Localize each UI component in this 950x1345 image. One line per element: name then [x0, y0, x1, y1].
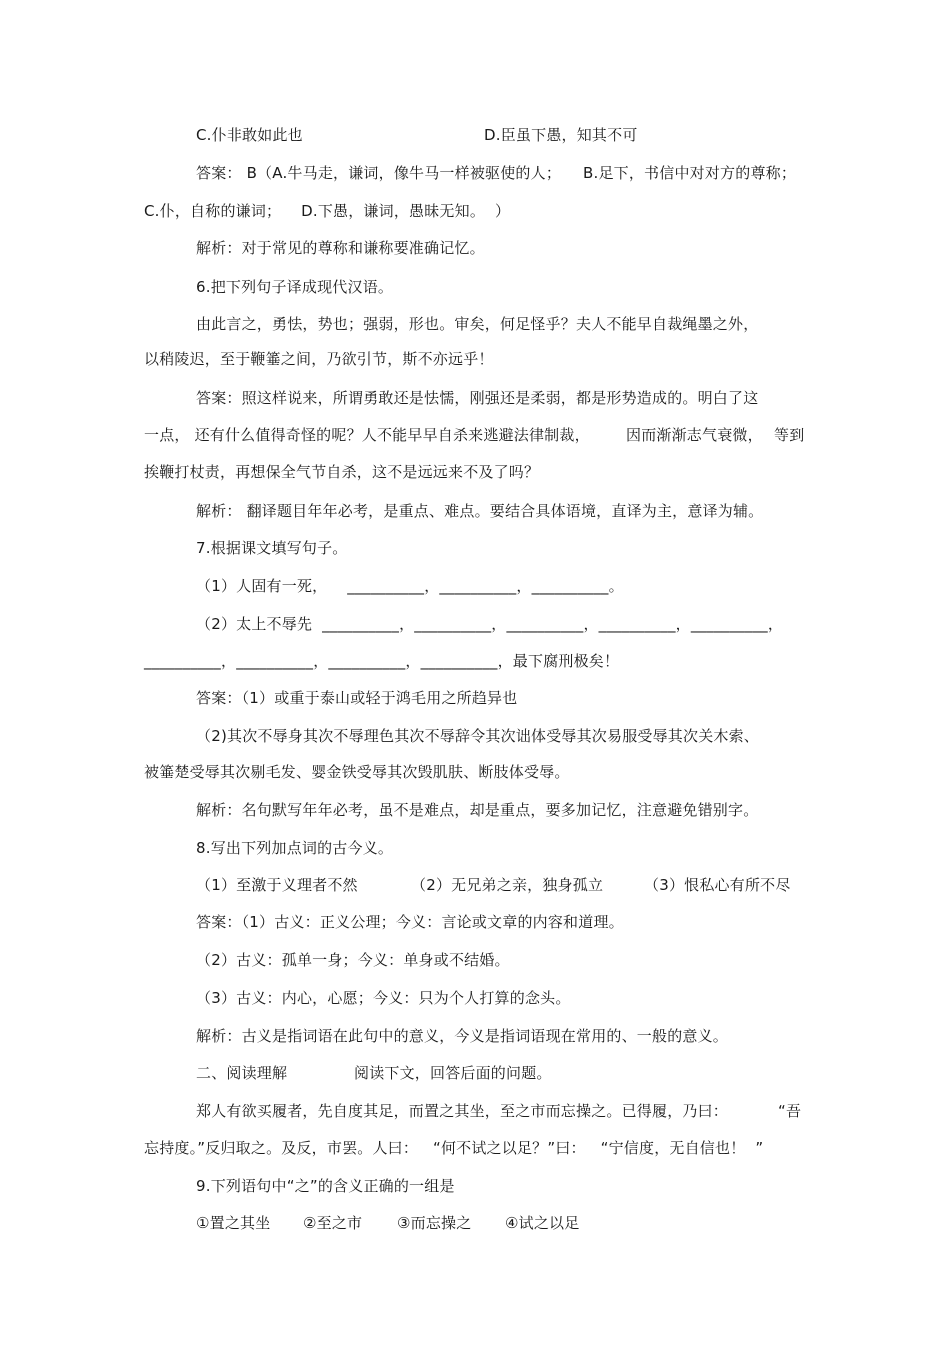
question-7-title: 7.根据课文填写句子。 [196, 539, 348, 557]
question-8-title: 8.写出下列加点词的古今义。 [196, 839, 394, 857]
passage-line-1: 郑人有欲买履者，先自度其足，而置之其坐，至之市而忘操之。已得履，乃曰： [196, 1102, 729, 1120]
section-2-instruction: 阅读下文，回答后面的问题。 [354, 1064, 552, 1082]
question-8-item-3: （3）恨私心有所不尽 [644, 876, 791, 894]
answer-8-line-1: 答案：（1）古义：正义公理；今义：言论或文章的内容和道理。 [196, 913, 624, 931]
question-8-item-1: （1）至激于义理者不然 [196, 876, 358, 894]
answer-6-line-2-b: 因而渐渐志气衰微， [626, 426, 763, 444]
question-6-title: 6.把下列句子译成现代汉语。 [196, 278, 394, 296]
question-8-item-2: （2）无兄弟之亲，独身孤立 [411, 876, 604, 894]
question-9-option-4: ④试之以足 [505, 1214, 580, 1232]
question-6-text-1: 由此言之，勇怯，势也；强弱，形也。审矣，何足怪乎？夫人不能早自裁绳墨之外， [196, 315, 759, 333]
option-c: C.仆非敢如此也 [196, 126, 303, 144]
passage-line-2: 忘持度。”反归取之。及反，市罢。人曰： “何不试之以足？”曰： “宁信度，无自信也！ ” [144, 1139, 764, 1157]
analysis-5: 解析：对于常见的尊称和谦称要准确记忆。 [196, 239, 485, 257]
question-9-option-3: ③而忘操之 [397, 1214, 472, 1232]
question-9-option-1: ①置之其坐 [196, 1214, 271, 1232]
answer-5-line-1: 答案： B（A.牛马走，谦词，像牛马一样被驱使的人； [196, 164, 562, 182]
question-7-item-2: （2）太上不辱先 __________，__________，__________，__________，__________， [196, 615, 784, 633]
question-9-option-2: ②至之市 [303, 1214, 363, 1232]
answer-5-line-1-b: B.足下，书信中对对方的尊称； [583, 164, 797, 182]
analysis-8: 解析：古义是指词语在此句中的意义，今义是指词语现在常用的、一般的意义。 [196, 1027, 729, 1045]
answer-8-line-2: （2）古义：孤单一身；今义：单身或不结婚。 [196, 951, 510, 969]
answer-6-line-3: 挨鞭打杖责，再想保全气节自杀，这不是远远来不及了吗？ [144, 463, 540, 481]
answer-8-line-3: （3）古义：内心，心愿；今义：只为个人打算的念头。 [196, 989, 571, 1007]
answer-5-line-2: C.仆，自称的谦词； D.下愚，谦词，愚昧无知。 ） [144, 202, 511, 220]
answer-7-line-1: 答案：（1）或重于泰山或轻于鸿毛用之所趋异也 [196, 689, 518, 707]
answer-6-line-1: 答案：照这样说来，所谓勇敢还是怯懦，刚强还是柔弱，都是形势造成的。明白了这 [196, 389, 759, 407]
answer-7-line-3: 被箠楚受辱其次剔毛发、婴金铁受辱其次毁肌肤、断肢体受辱。 [144, 763, 570, 781]
option-d: D.臣虽下愚，知其不可 [484, 126, 638, 144]
analysis-7: 解析：名句默写年年必考，虽不是难点，却是重点，要多加记忆，注意避免错别字。 [196, 801, 759, 819]
question-7-item-1: （1）人固有一死， __________，__________，__________。 [196, 577, 624, 595]
question-6-text-2: 以稍陵迟，至于鞭箠之间，乃欲引节，斯不亦远乎！ [144, 350, 494, 368]
question-7-item-2-cont: __________，__________，__________，__________，最下腐刑极矣！ [144, 652, 620, 670]
section-2-heading: 二、阅读理解 [196, 1064, 288, 1082]
answer-6-line-2-c: 等到 [774, 426, 805, 444]
analysis-6: 解析： 翻译题目年年必考，是重点、难点。要结合具体语境，直译为主，意译为辅。 [196, 502, 764, 520]
answer-6-line-2-a: 一点， 还有什么值得奇怪的呢？人不能早早自杀来逃避法律制裁， [144, 426, 590, 444]
answer-7-line-2: （2)其次不辱身其次不辱理色其次不辱辞令其次诎体受辱其次易服受辱其次关木索、 [196, 727, 759, 745]
question-9-title: 9.下列语句中“之”的含义正确的一组是 [196, 1177, 455, 1195]
passage-line-1-end: “吾 [778, 1102, 802, 1120]
